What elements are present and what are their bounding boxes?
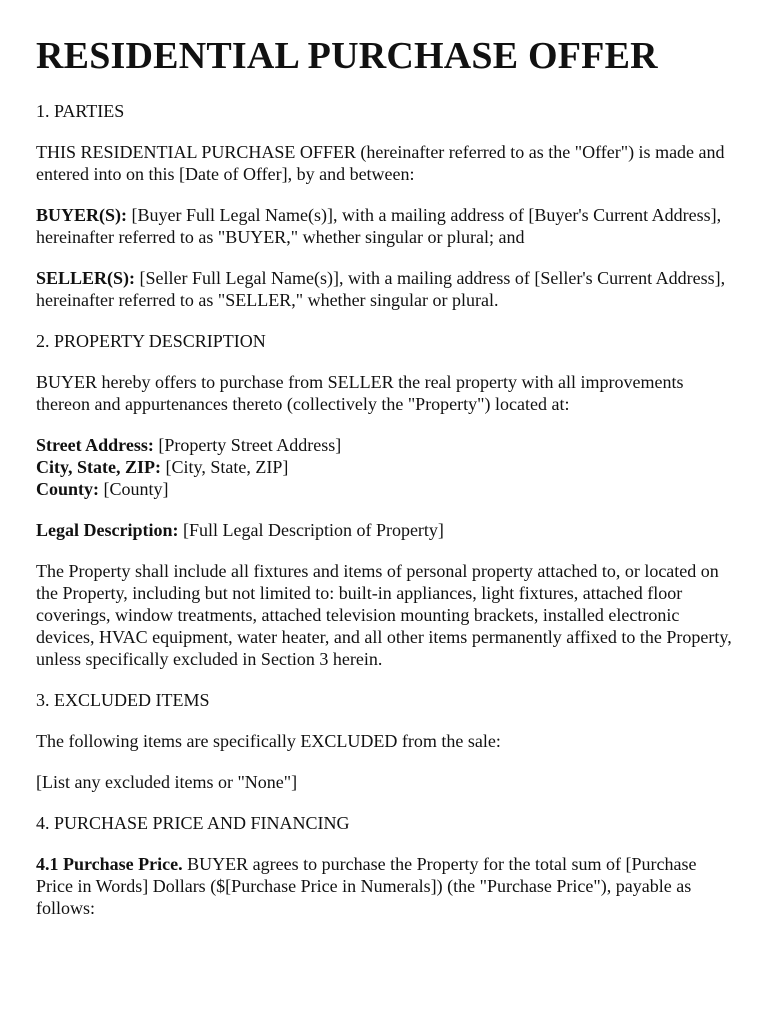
- excluded-list: [List any excluded items or "None"]: [36, 772, 298, 792]
- city-state-zip-label: City, State, ZIP:: [36, 457, 161, 477]
- buyer-label: BUYER(S):: [36, 205, 128, 225]
- street-address-label: Street Address:: [36, 435, 154, 455]
- property-intro: BUYER hereby offers to purchase from SELLER the real property with all improvements thereon and appurtenances thereto (collectively the "Property") located at:: [36, 372, 684, 414]
- county-value: [County]: [99, 479, 169, 499]
- legal-description-line: [36, 519, 736, 541]
- section-1-heading: 1. PARTIES: [36, 101, 125, 121]
- city-state-zip-value: [City, State, ZIP]: [161, 457, 289, 477]
- section-4-heading: 4. PURCHASE PRICE AND FINANCING: [36, 813, 350, 833]
- section-3-heading: 3. EXCLUDED ITEMS: [36, 690, 210, 710]
- seller-paragraph: [36, 267, 736, 311]
- buyer-text: [Buyer Full Legal Name(s)], with a mailing address of [Buyer's Current Address], hereinafter referred to as "BUYER," whether singular or plural; and: [36, 205, 722, 247]
- legal-description-label: Legal Description:: [36, 520, 179, 540]
- city-state-zip-line: [36, 456, 736, 478]
- purchase-price-paragraph: [36, 853, 736, 919]
- fixtures-paragraph: The Property shall include all fixtures and items of personal property attached to, or located on the Property, including but not limited to: built-in appliances, light fixtures, attached floor coverings, window treatments, attached television mounting brackets, installed electronic devices, HVAC equipment, water heater, and all other items permanently affixed to the Property, unless specifically excluded in Section 3 herein.: [36, 561, 732, 669]
- seller-label: SELLER(S):: [36, 268, 136, 288]
- document-page: [36, 34, 736, 938]
- buyer-paragraph: [36, 204, 736, 248]
- section-2-heading: 2. PROPERTY DESCRIPTION: [36, 331, 266, 351]
- seller-text: [Seller Full Legal Name(s)], with a mailing address of [Seller's Current Address], hereinafter referred to as "SELLER," whether singular or plural.: [36, 268, 726, 310]
- street-address-line: [36, 434, 736, 456]
- excluded-intro: The following items are specifically EXCLUDED from the sale:: [36, 731, 501, 751]
- purchase-price-text: BUYER agrees to purchase the Property for the total sum of [Purchase Price in Words] Dollars ($[Purchase Price in Numerals]) (the "Purchase Price"), payable as follows:: [36, 854, 697, 918]
- street-address-value: [Property Street Address]: [153, 435, 342, 455]
- purchase-price-label: 4.1 Purchase Price.: [36, 854, 183, 874]
- legal-description-value: [Full Legal Description of Property]: [178, 520, 444, 540]
- county-label: County:: [36, 479, 100, 499]
- county-line: [36, 478, 736, 500]
- parties-intro: THIS RESIDENTIAL PURCHASE OFFER (hereinafter referred to as the "Offer") is made and entered into on this [Date of Offer], by and between:: [36, 142, 725, 184]
- document-title: RESIDENTIAL PURCHASE OFFER: [36, 35, 658, 77]
